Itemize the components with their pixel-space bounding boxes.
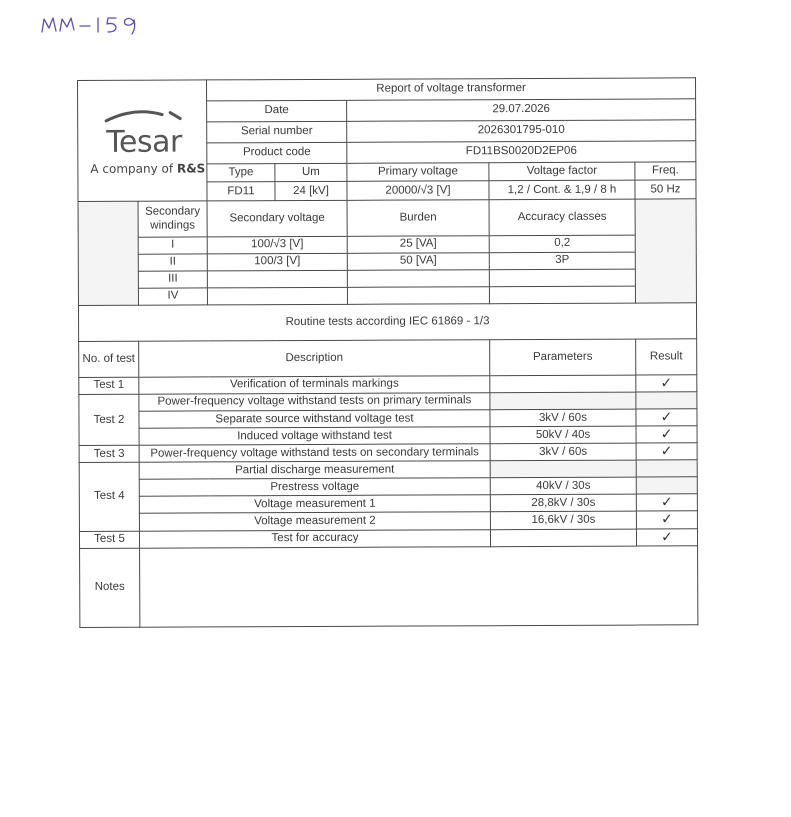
windings-header: Secondary windings — [138, 201, 207, 237]
primary-voltage-header: Primary voltage — [347, 162, 489, 181]
company-logo — [78, 80, 207, 201]
voltage-factor-value: 1,2 / Cont. & 1,9 / 8 h — [489, 180, 635, 199]
winding-accuracy — [489, 286, 635, 304]
test-parameters: 16,6kV / 30s — [490, 512, 636, 530]
voltage-factor-header: Voltage factor — [489, 162, 635, 181]
test-number-header: No. of test — [79, 341, 139, 377]
test-description: Induced voltage withstand test — [139, 427, 490, 446]
test-result — [636, 460, 697, 477]
test-number: Test 5 — [79, 531, 139, 548]
report-title: Report of voltage transformer — [207, 78, 696, 101]
accuracy-header: Accuracy classes — [489, 199, 635, 236]
winding-secondary-voltage — [207, 287, 347, 305]
test-result — [636, 392, 697, 409]
date-value: 29.07.2026 — [347, 99, 696, 121]
um-header: Um — [275, 163, 347, 182]
date-label: Date — [207, 100, 347, 122]
logo-tagline-brand: R&S — [176, 161, 206, 176]
voltage-transformer-report — [77, 77, 698, 627]
logo-cell — [78, 80, 208, 202]
test-description: Partial discharge measurement — [139, 461, 490, 480]
notes-value — [140, 545, 698, 626]
test-result — [636, 477, 697, 494]
winding-number: IV — [138, 288, 207, 305]
notes-row — [80, 545, 698, 627]
winding-burden — [347, 270, 489, 288]
primary-voltage-value: 20000/√3 [V] — [347, 181, 489, 200]
test-description: Separate source withstand voltage test — [139, 410, 490, 429]
test-description: Test for accuracy — [139, 529, 490, 548]
freq-header: Freq. — [635, 161, 696, 180]
freq-value: 50 Hz — [635, 180, 696, 199]
handwritten-note — [38, 10, 168, 40]
handwritten-note-drawing — [38, 10, 168, 40]
test-parameters — [490, 392, 636, 410]
test-parameters — [490, 375, 636, 393]
parameters-header: Parameters — [490, 339, 636, 376]
winding-secondary-voltage — [207, 270, 347, 288]
um-value: 24 [kV] — [275, 182, 347, 201]
test-description: Verification of terminals markings — [139, 376, 490, 395]
test-description: Voltage measurement 1 — [139, 495, 490, 514]
test-parameters: 50kV / 40s — [490, 426, 636, 444]
test-number: Test 3 — [79, 446, 139, 463]
test-parameters: 40kV / 30s — [490, 477, 636, 495]
test-description: Prestress voltage — [139, 478, 490, 497]
test-parameters: 3kV / 60s — [490, 409, 636, 427]
secondary-voltage-header: Secondary voltage — [207, 200, 347, 237]
winding-accuracy — [489, 269, 635, 287]
winding-number: II — [138, 254, 207, 271]
winding-number: III — [138, 271, 207, 288]
test-parameters: 3kV / 60s — [490, 443, 636, 461]
notes-label: Notes — [80, 548, 140, 627]
product-code-value: FD11BS0020D2EP06 — [347, 140, 696, 162]
winding-accuracy: 0,2 — [489, 235, 635, 253]
test-result-check-icon: ✓ — [636, 528, 697, 545]
winding-burden: 25 [VA] — [347, 236, 489, 254]
test-description: Power-frequency voltage withstand tests on primary terminals — [139, 393, 490, 412]
test-result-check-icon: ✓ — [636, 375, 697, 392]
winding-burden: 50 [VA] — [347, 253, 489, 271]
test-description: Power-frequency voltage withstand tests on secondary terminals — [139, 444, 490, 463]
type-value: FD11 — [207, 182, 275, 201]
description-header: Description — [139, 340, 490, 378]
winding-secondary-voltage: 100/3 [V] — [207, 253, 347, 271]
windings-blank-right — [635, 199, 696, 303]
test-result-check-icon: ✓ — [636, 443, 697, 460]
type-header: Type — [207, 163, 275, 182]
result-header: Result — [636, 339, 697, 375]
logo-tagline-prefix: A company of — [90, 161, 174, 176]
test-number: Test 1 — [79, 377, 139, 394]
logo-tagline — [90, 162, 205, 176]
burden-header: Burden — [347, 200, 489, 237]
routine-tests-title-row — [78, 303, 696, 342]
test-description: Voltage measurement 2 — [139, 512, 490, 531]
winding-burden — [347, 287, 489, 305]
test-number: Test 4 — [79, 463, 139, 531]
windings-blank-left — [78, 201, 138, 305]
test-parameters — [490, 460, 636, 478]
test-parameters — [490, 529, 636, 547]
tests-header-row — [79, 339, 697, 378]
test-result-check-icon: ✓ — [636, 494, 697, 511]
windings-header-row — [78, 199, 696, 238]
test-result-check-icon: ✓ — [636, 426, 697, 443]
product-code-label: Product code — [207, 142, 347, 164]
test-result-check-icon: ✓ — [636, 511, 697, 528]
winding-secondary-voltage: 100/√3 [V] — [207, 236, 347, 254]
logo-brand: Tesar — [106, 124, 182, 160]
routine-tests-title: Routine tests according IEC 61869 - 1/3 — [78, 303, 696, 342]
logo-swoosh-icon — [104, 109, 184, 123]
winding-number: I — [138, 237, 207, 254]
test-result-check-icon: ✓ — [636, 409, 697, 426]
report-title-row — [78, 78, 696, 102]
test-number: Test 2 — [79, 394, 139, 445]
winding-accuracy: 3P — [489, 252, 635, 270]
test-parameters: 28,8kV / 30s — [490, 494, 636, 512]
serial-label: Serial number — [207, 121, 347, 143]
serial-value: 2026301795-010 — [347, 120, 696, 142]
